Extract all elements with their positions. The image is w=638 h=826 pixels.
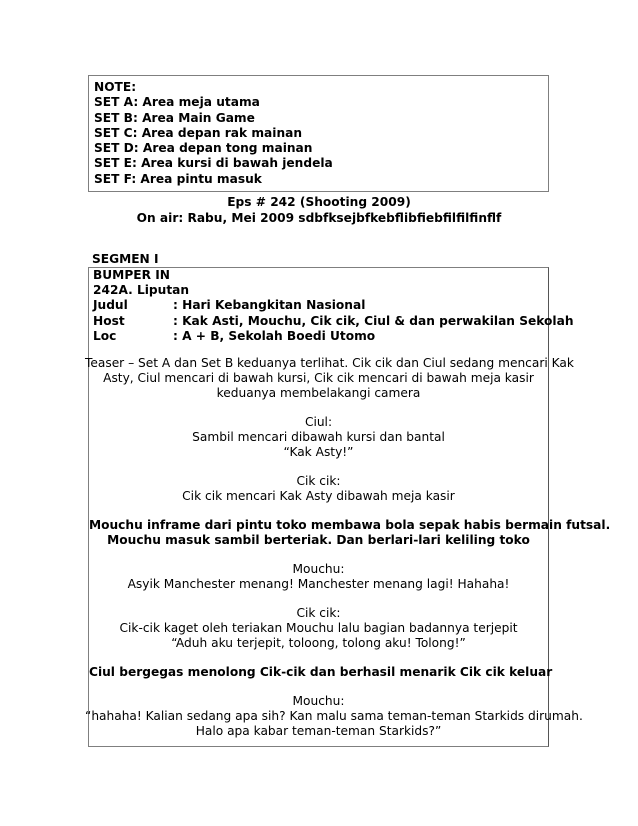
host-label: Host	[93, 314, 125, 328]
loc-value: : A + B, Sekolah Boedi Utomo	[173, 329, 376, 343]
episode-number: Eps # 242 (Shooting 2009)	[227, 195, 411, 209]
note-set-b: SET B: Area Main Game	[94, 110, 255, 125]
teaser-line-2: Asty, Ciul mencari di bawah kursi, Cik cik mencari di bawah meja kasir	[103, 371, 534, 385]
judul-label: Judul	[93, 298, 128, 312]
script-box	[85, 267, 611, 747]
item-label: 242A. Liputan	[93, 283, 190, 297]
mouchu-dialogue-2b: Halo apa kabar teman-teman Starkids?”	[195, 724, 442, 738]
mouchu-dialogue-2a: “hahaha! Kalian sedang apa sih? Kan malu sama teman-teman Starkids dirumah.	[85, 709, 583, 723]
note-title: NOTE:	[94, 80, 137, 94]
mouchu-dialogue-1: Asyik Manchester menang! Manchester menang lagi! Hahaha!	[127, 577, 510, 591]
cikcik-speaker-1: Cik cik:	[296, 474, 341, 488]
cikcik-action-2: Cik-cik kaget oleh teriakan Mouchu lalu bagian badannya terjepit	[119, 621, 518, 635]
ciul-dialogue-1: “Kak Asty!”	[283, 445, 354, 459]
teaser-line-1: Teaser – Set A dan Set B keduanya terlihat. Cik cik dan Ciul sedang mencari Kak	[85, 356, 574, 370]
teaser-line-3: keduanya membelakangi camera	[216, 386, 421, 400]
loc-label: Loc	[93, 329, 117, 343]
note-set-e: SET E: Area kursi di bawah jendela	[94, 156, 333, 171]
mouchu-speaker-2: Mouchu:	[292, 694, 345, 708]
ciul-speaker-1: Ciul:	[304, 415, 333, 429]
judul-value: : Hari Kebangkitan Nasional	[173, 298, 366, 312]
cikcik-action-1: Cik cik mencari Kak Asty dibawah meja kasir	[182, 489, 455, 503]
segment-title: SEGMEN I	[92, 252, 159, 266]
note-set-d: SET D: Area depan tong mainan	[94, 141, 313, 156]
mouchu-action-1: Mouchu inframe dari pintu toko membawa bola sepak habis bermain futsal.	[89, 518, 611, 532]
note-set-a: SET A: Area meja utama	[94, 95, 260, 110]
ciul-action-1: Sambil mencari dibawah kursi dan bantal	[192, 430, 445, 444]
note-box	[88, 75, 549, 192]
mouchu-speaker-1: Mouchu:	[292, 562, 345, 576]
mouchu-action-2: Mouchu masuk sambil berteriak. Dan berlari-lari keliling toko	[107, 533, 530, 547]
bumper-label: BUMPER IN	[93, 268, 170, 282]
note-set-c: SET C: Area depan rak mainan	[94, 125, 303, 140]
ciul-action-2: Ciul bergegas menolong Cik-cik dan berhasil menarik Cik cik keluar	[89, 665, 553, 679]
episode-air-date: On air: Rabu, Mei 2009 sdbfksejbfkebflibfiebfilfilfinflf	[136, 211, 502, 225]
note-set-f: SET F: Area pintu masuk	[94, 171, 262, 186]
cikcik-speaker-2: Cik cik:	[296, 606, 341, 620]
cikcik-dialogue-2: “Aduh aku terjepit, toloong, tolong aku! Tolong!”	[171, 636, 466, 650]
host-value: : Kak Asti, Mouchu, Cik cik, Ciul & dan perwakilan Sekolah	[173, 314, 574, 328]
